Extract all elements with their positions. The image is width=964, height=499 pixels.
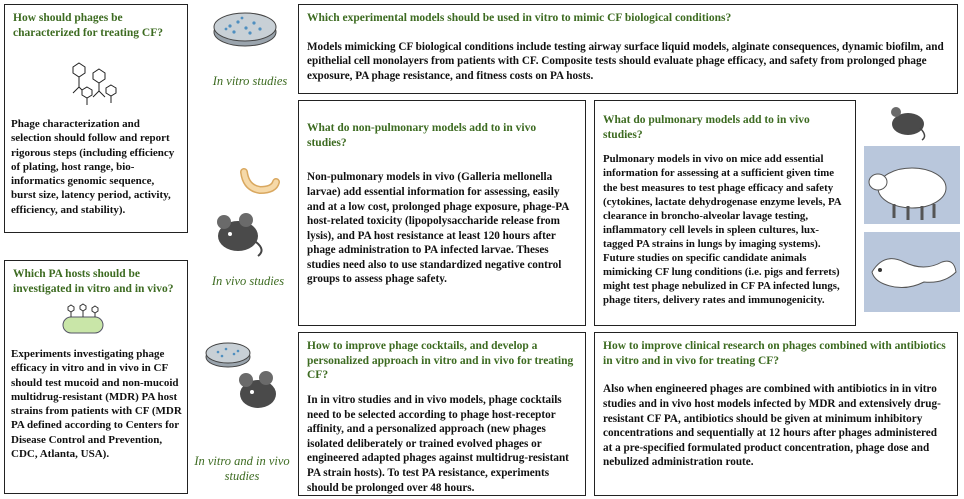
larva-icon bbox=[240, 166, 280, 196]
non-pulmonary-answer: Non-pulmonary models in vivo (Galleria mellonella larvae) add essential information for assessing, easily and at a low cost, prolonged phage exposure, phage-PA host-related toxicity (lipopolysaccharide release from lysis), and PA host resistance at least 120 hours after phage administration to PA infected larvae. Theses studies need also to use standardized negative control groups to assess phage safety. bbox=[307, 171, 569, 286]
non-pulmonary-box bbox=[298, 100, 586, 326]
pulmonary-box bbox=[594, 100, 856, 326]
mouse-icon bbox=[210, 206, 266, 258]
clinical-question: How to improve clinical research on phages combined with antibiotics in vitro and in vivo for treating CF? bbox=[603, 340, 946, 367]
experimental-models-box bbox=[298, 4, 958, 94]
in-vitro-and-in-vivo-caption: In vitro and in vivo studies bbox=[194, 454, 290, 483]
in-vivo-caption: In vivo studies bbox=[211, 274, 285, 288]
pulmonary-question: What do pulmonary models add to in vivo studies? bbox=[603, 114, 810, 141]
cocktails-question: How to improve phage cocktails, and develop a personalized approach in vitro and in vivo for treating CF? bbox=[307, 340, 574, 382]
non-pulmonary-question: What do non-pulmonary models add to in vivo studies? bbox=[307, 122, 537, 149]
phage-characterization-question: How should phages be characterized for treating CF? bbox=[13, 12, 163, 39]
pa-hosts-box bbox=[4, 260, 188, 494]
petri-dish-icon bbox=[212, 8, 278, 50]
mouse-small-icon bbox=[232, 364, 284, 414]
in-vitro-caption: In vitro studies bbox=[212, 74, 288, 88]
pa-hosts-answer: Experiments investigating phage efficacy in vitro and in vivo in CF should test mucoid and non-mucoid multidrug-resistant (MDR) PA host strains from patients with CF (MDR PA defined according to Centers for Disease Control and Prevention, CDC, Atlanta, USA). bbox=[11, 348, 182, 461]
cocktails-answer: In in vitro studies and in vivo models, phage cocktails need to be selected according to phage host-receptor affinity, and a personalized approach (new phages isolated deliberately or trained evolved phages or engineered adapted phages against multidrug-resistant PA strain hosts). To test PA resistance, experiments should be prolonged over 48 hours. bbox=[307, 394, 569, 494]
ferret-icon bbox=[864, 232, 960, 312]
phage-characterization-answer: Phage characterization and selection should follow and report rigorous steps (including efficiency of plating, host range, bio-informatics genomic sequence, burst size, latency period, activity, efficiency, and stability). bbox=[11, 118, 175, 216]
clinical-answer: Also when engineered phages are combined with antibiotics in in vitro studies and in vivo host models infected by MDR and extensively drug-resistant CF PA, antibiotics should be given at minimum inhibitory concentrations and sequentially at 12 hours after phages administered at a pre-specified formulated product concentration, phage dose and nebulized administration route. bbox=[603, 383, 941, 469]
mouse-right-icon bbox=[884, 104, 928, 140]
experimental-models-answer: Models mimicking CF biological conditions include testing airway surface liquid models, alginate consequences, dynamic biofilm, and epithelial cell monolayers from patients with CF. Composite tests should evaluate phage efficacy, and safety from prolonged phage exposure, PA phage resistance, and fitness costs on PA hosts. bbox=[307, 40, 944, 82]
phage-cluster-icon bbox=[65, 59, 125, 109]
cocktails-box bbox=[298, 332, 586, 496]
pa-hosts-question: Which PA hosts should be investigated in vitro and in vivo? bbox=[13, 268, 174, 295]
phage-characterization-box bbox=[4, 4, 188, 233]
experimental-models-question: Which experimental models should be used in vitro to mimic CF biological conditions? bbox=[307, 12, 732, 24]
pig-icon bbox=[864, 146, 960, 224]
clinical-box bbox=[594, 332, 958, 496]
pulmonary-answer: Pulmonary models in vivo on mice add essential information for assessing at a sufficient given time the best measures to test phage efficacy and safety (cytokines, lactate dehydrogenase enzyme levels, PA clearance in broncho-alveolar lavage testing, inflammatory cell levels in spleen cultures, lux-tagged PA strains in lungs by imaging systems). Future studies on specific candidate animals mimicking CF lung conditions (i.e. pigs and ferrets) might test phage nebulized in CF PA infected lungs, phage titers, delivery rates and immunogenicity. bbox=[603, 153, 841, 306]
bacterium-with-phages-icon bbox=[59, 303, 109, 339]
